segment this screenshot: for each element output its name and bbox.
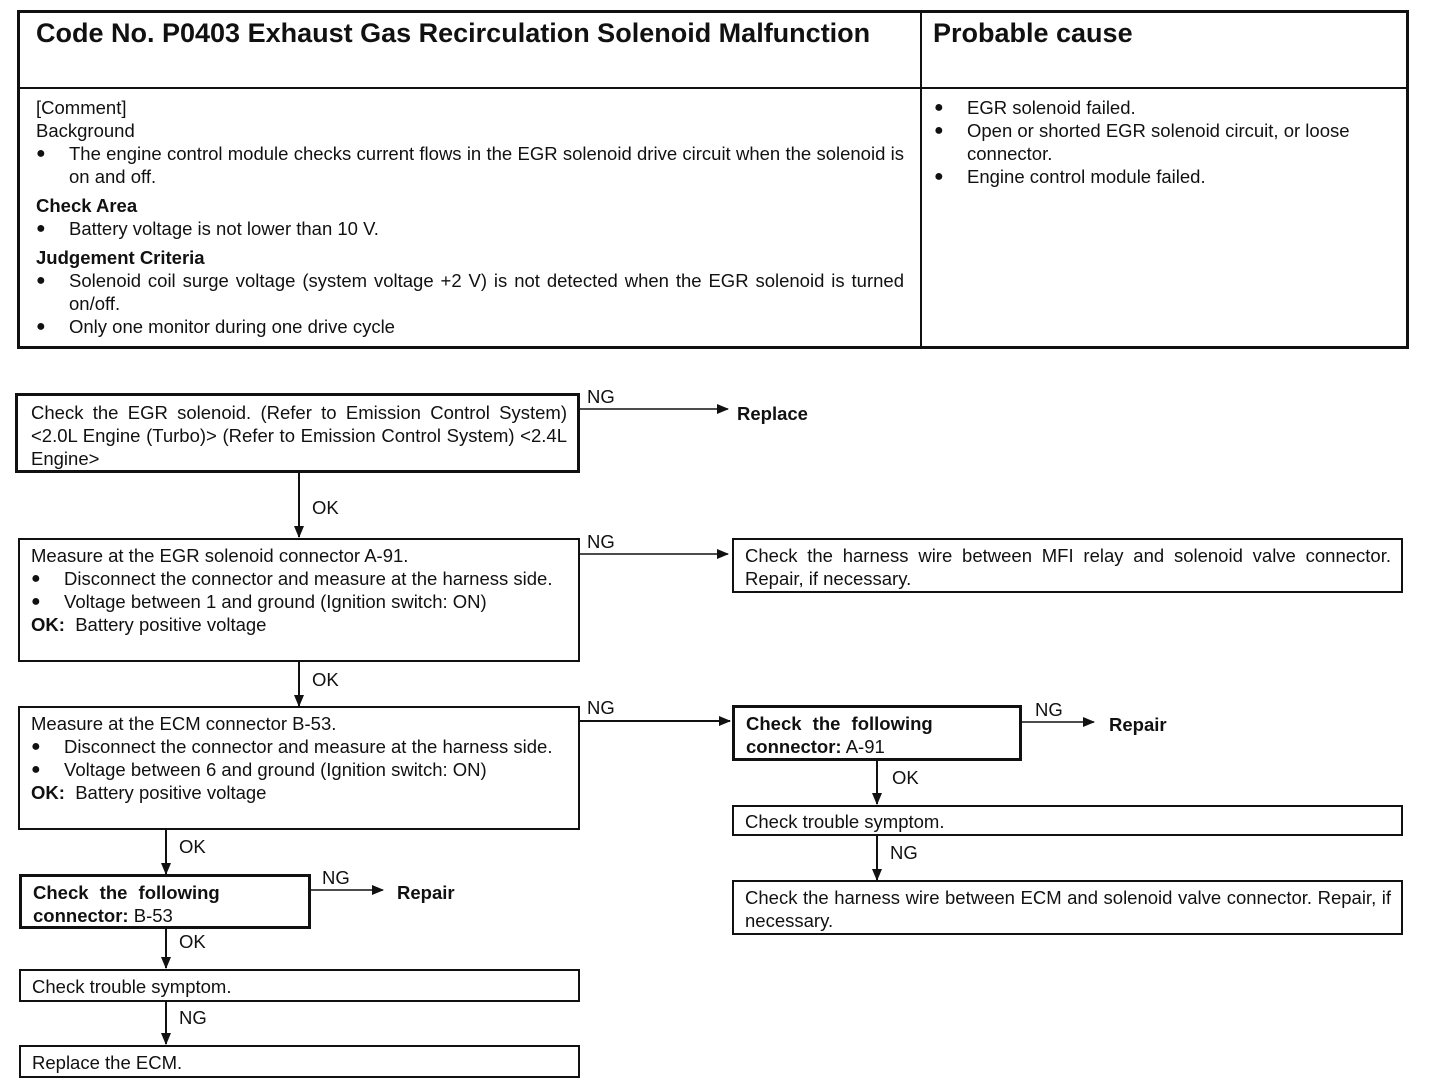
step3-item-text: Voltage between 6 and ground (Ignition switch: ON) bbox=[64, 759, 487, 780]
right-final-box: Check the harness wire between ECM and solenoid valve connector. Repair, if necessary. bbox=[732, 880, 1403, 935]
judgement-item bbox=[36, 315, 904, 338]
background-label: Background bbox=[36, 120, 135, 141]
step3-ng-label: NG bbox=[587, 697, 615, 718]
probable-cause-item bbox=[934, 119, 1394, 165]
bullet-icon: ● bbox=[934, 99, 944, 116]
bullet-icon: ● bbox=[934, 122, 944, 139]
judgement-item-text: Only one monitor during one drive cycle bbox=[69, 316, 395, 337]
probable-cause-text: Engine control module failed. bbox=[967, 166, 1206, 187]
step3-item-text: Disconnect the connector and measure at the harness side. bbox=[64, 736, 553, 757]
a91-ng-target: Repair bbox=[1109, 714, 1167, 735]
step3-ok-text: Battery positive voltage bbox=[75, 782, 267, 803]
table-column-divider bbox=[920, 13, 922, 346]
right-check-symptom-box: Check trouble symptom. bbox=[732, 805, 1403, 836]
step1-ok-label: OK bbox=[312, 497, 339, 518]
step3-title: Measure at the ECM connector B-53. bbox=[31, 713, 337, 734]
connector-b53-label: Check the following connector: bbox=[33, 882, 220, 926]
probable-cause-title: Probable cause bbox=[933, 18, 1133, 48]
a91-ng-label: NG bbox=[1035, 699, 1063, 720]
probable-cause-list bbox=[934, 96, 1394, 188]
judgement-item bbox=[36, 269, 904, 315]
step1-box: Check the EGR solenoid. (Refer to Emission Control System)<2.0L Engine (Turbo)> (Refer to Emission Control System) <2.4L Engine> bbox=[15, 393, 580, 473]
step3-ok-line bbox=[31, 781, 568, 804]
bullet-icon: ● bbox=[31, 761, 41, 778]
probable-cause-text: EGR solenoid failed. bbox=[967, 97, 1136, 118]
step2-item-text: Disconnect the connector and measure at the harness side. bbox=[64, 568, 553, 589]
step2-ok-label: OK: bbox=[31, 614, 65, 635]
step3-ok-label: OK: bbox=[31, 782, 65, 803]
bullet-icon: ● bbox=[31, 593, 41, 610]
connector-a91-value: A-91 bbox=[845, 736, 885, 757]
background-item-text: The engine control module checks current flows in the EGR solenoid drive circuit when the solenoid is on and off. bbox=[69, 143, 904, 187]
b53-ng-target: Repair bbox=[397, 882, 455, 903]
step2-ng-label: NG bbox=[587, 531, 615, 552]
check-area-item bbox=[36, 217, 904, 240]
table-row-divider bbox=[20, 87, 1406, 89]
connector-a91-box bbox=[732, 705, 1022, 761]
step2-item bbox=[31, 567, 568, 590]
a91-ok-label: OK bbox=[892, 767, 919, 788]
probable-cause-item bbox=[934, 165, 1394, 188]
judgement-item-text: Solenoid coil surge voltage (system voltage +2 V) is not detected when the EGR solenoid is turned on/off. bbox=[69, 270, 904, 314]
judgement-criteria-label: Judgement Criteria bbox=[36, 247, 205, 268]
diagnostic-info-table bbox=[17, 10, 1409, 349]
step3-ok-label-arrow: OK bbox=[179, 836, 206, 857]
bullet-icon: ● bbox=[934, 168, 944, 185]
code-title: Code No. P0403 Exhaust Gas Recirculation Solenoid Malfunction bbox=[36, 18, 871, 48]
probable-cause-item bbox=[934, 96, 1394, 119]
step2-ok-line bbox=[31, 613, 568, 636]
bullet-icon: ● bbox=[36, 272, 46, 289]
bullet-icon: ● bbox=[36, 318, 46, 335]
step1-ng-label: NG bbox=[587, 386, 615, 407]
background-item bbox=[36, 142, 904, 188]
step2-ok-text: Battery positive voltage bbox=[75, 614, 267, 635]
step2-ok-label-arrow: OK bbox=[312, 669, 339, 690]
step2-title: Measure at the EGR solenoid connector A-91. bbox=[31, 545, 409, 566]
b53-ng-label: NG bbox=[322, 867, 350, 888]
step3-item bbox=[31, 735, 568, 758]
step3-item bbox=[31, 758, 568, 781]
comment-label: [Comment] bbox=[36, 97, 127, 118]
bullet-icon: ● bbox=[36, 220, 46, 237]
check-area-item-text: Battery voltage is not lower than 10 V. bbox=[69, 218, 379, 239]
probable-cause-text: Open or shorted EGR solenoid circuit, or loose connector. bbox=[967, 120, 1350, 164]
step3-box bbox=[18, 706, 580, 830]
left-final-box: Replace the ECM. bbox=[19, 1045, 580, 1078]
right-symptom-ng-label: NG bbox=[890, 842, 918, 863]
step2-box bbox=[18, 538, 580, 662]
bullet-icon: ● bbox=[31, 570, 41, 587]
check-area-label: Check Area bbox=[36, 195, 138, 216]
step1-ng-target: Replace bbox=[737, 403, 808, 424]
step2-item bbox=[31, 590, 568, 613]
comment-section bbox=[36, 96, 904, 338]
connector-a91-label: Check the following connector: bbox=[746, 713, 933, 757]
b53-ok-label: OK bbox=[179, 931, 206, 952]
step2-ng-box: Check the harness wire between MFI relay and solenoid valve connector. Repair, if necessary. bbox=[732, 538, 1403, 593]
left-symptom-ng-label: NG bbox=[179, 1007, 207, 1028]
step2-item-text: Voltage between 1 and ground (Ignition switch: ON) bbox=[64, 591, 487, 612]
connector-b53-value: B-53 bbox=[133, 905, 173, 926]
left-check-symptom-box: Check trouble symptom. bbox=[19, 969, 580, 1002]
connector-b53-box bbox=[19, 874, 311, 929]
bullet-icon: ● bbox=[31, 738, 41, 755]
bullet-icon: ● bbox=[36, 145, 46, 162]
